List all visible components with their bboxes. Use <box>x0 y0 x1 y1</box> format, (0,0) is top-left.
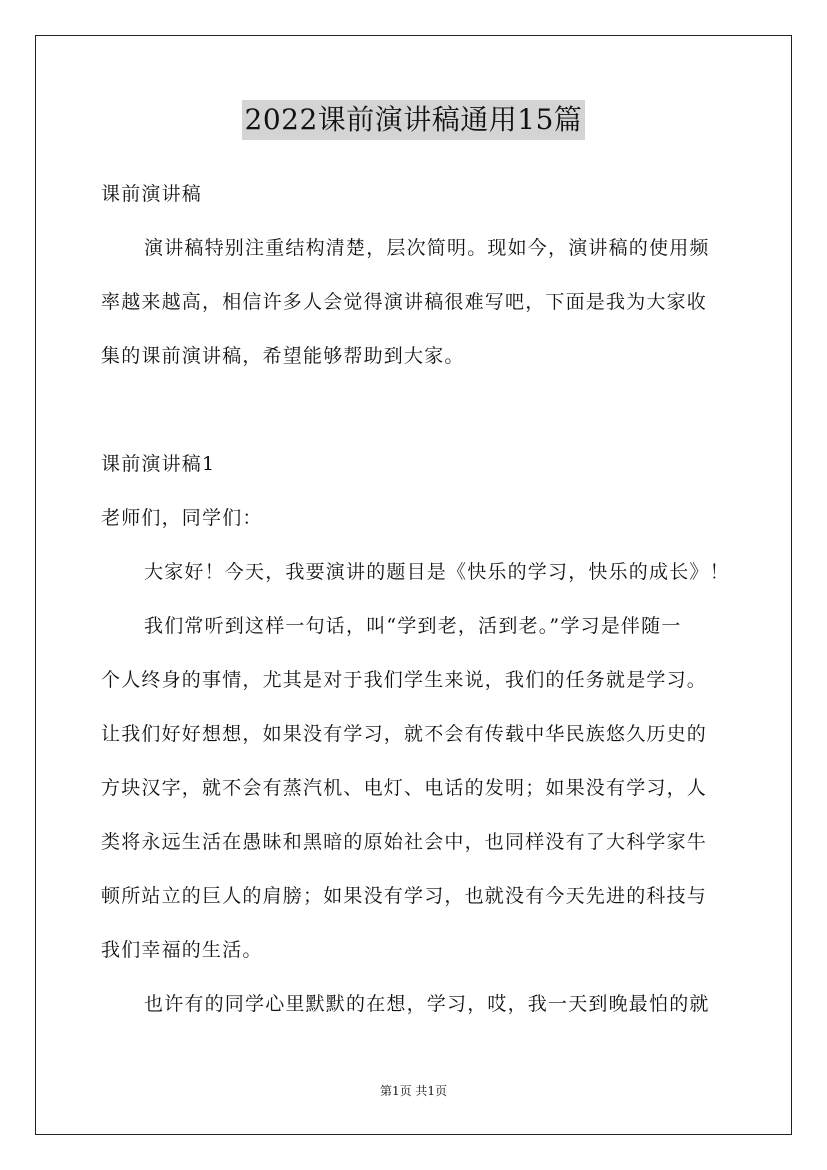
body-line-5[interactable]: 方块汉字，就不会有蒸汽机、电灯、电话的发明；如果没有学习，人 <box>101 777 708 799</box>
page-footer: 第1页 共1页 <box>379 1084 448 1098</box>
body-line-1[interactable]: 大家好！今天，我要演讲的题目是《快乐的学习，快乐的成长》！ <box>144 561 730 583</box>
body-line-2[interactable]: 我们常听到这样一句话，叫“学到老，活到老。”学习是伴随一 <box>144 615 682 637</box>
body-line-3[interactable]: 个人终身的事情，尤其是对于我们学生来说，我们的任务就是学习。 <box>101 669 708 691</box>
intro-line-3[interactable]: 集的课前演讲稿，希望能够帮助到大家。 <box>101 345 465 367</box>
section-heading[interactable]: 课前演讲稿 <box>101 183 203 205</box>
speech-heading[interactable]: 课前演讲稿1 <box>101 453 216 475</box>
intro-line-1[interactable]: 演讲稿特别注重结构清楚，层次简明。现如今，演讲稿的使用频 <box>144 237 710 259</box>
body-line-6[interactable]: 类将永远生活在愚昧和黑暗的原始社会中，也同样没有了大科学家牛 <box>101 831 708 853</box>
body-line-4[interactable]: 让我们好好想想，如果没有学习，就不会有传载中华民族悠久历史的 <box>101 723 708 745</box>
salutation[interactable]: 老师们，同学们： <box>101 507 263 529</box>
intro-line-2[interactable]: 率越来越高，相信许多人会觉得演讲稿很难写吧，下面是我为大家收 <box>101 291 708 313</box>
document-title[interactable]: 2022课前演讲稿通用15篇 <box>242 100 586 140</box>
body-line-9[interactable]: 也许有的同学心里默默的在想，学习，哎，我一天到晚最怕的就 <box>144 993 710 1015</box>
title-container <box>0 100 827 140</box>
body-line-7[interactable]: 顿所站立的巨人的肩膀；如果没有学习，也就没有今天先进的科技与 <box>101 885 708 907</box>
body-line-8[interactable]: 我们幸福的生活。 <box>101 939 263 961</box>
